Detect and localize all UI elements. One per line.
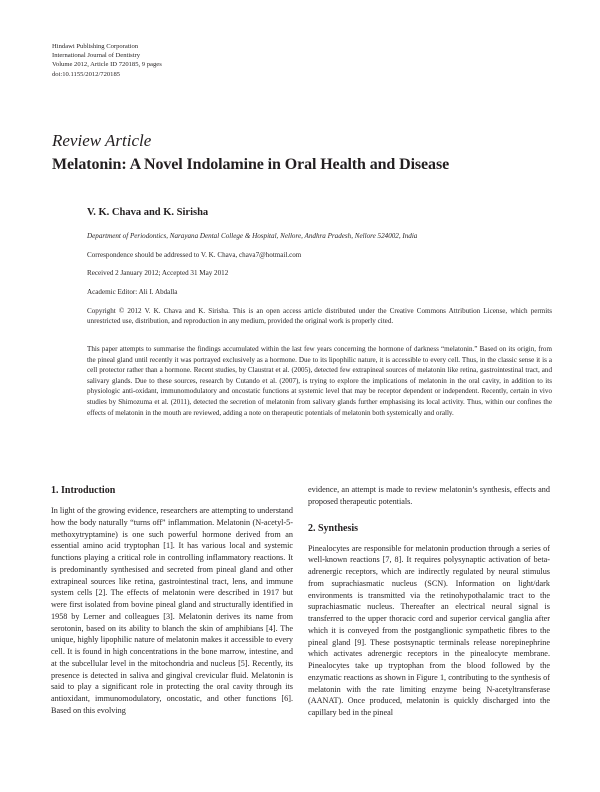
correspondence: Correspondence should be addressed to V. K. Chava, chava7@hotmail.com (87, 251, 302, 259)
section-heading-synthesis: 2. Synthesis (308, 522, 359, 534)
right-column (308, 484, 550, 719)
introduction-continued: evidence, an attempt is made to review melatonin’s synthesis, effects and proposed therapeutic potentials. (308, 485, 550, 506)
doi-text: doi:10.1155/2012/720185 (52, 70, 121, 78)
received-date: Received 2 January 2012; Accepted 31 May 2012 (87, 269, 229, 277)
volume-info: Volume 2012, Article ID 720185, 9 pages (52, 61, 162, 69)
article-type: Review Article (52, 131, 152, 150)
section-heading-introduction: 1. Introduction (51, 485, 116, 496)
academic-editor: Academic Editor: Ali I. Abdalla (87, 288, 178, 296)
abstract: This paper attempts to summarise the findings accumulated within the last few years concerning the hormone of darkness “melatonin.” Based on its origin, from the pineal gland until recently it was portrayed exclusively as a hormone. Due to its lipophilic nature, it is accessible to every cell. Thus, in the classic sense it is a cell protector rather than a hormone. Recent studies, by Claustrat et al. (2005), detected few extrapineal sources of melatonin like retina, gastrointestinal tract, and salivary glands. Due to these sources, research by Cutando et al. (2007), is trying to explore the implications of melatonin in the oral cavity, in addition to its physiologic anti-oxidant, immunomodulatory and oncostatic functions at systemic level that may be receptor dependent or independent. Recently, certain in vivo studies by Shimozuma et al. (2011), detected the secretion of melatonin from salivary glands further emphasising its local activity. Thus, within our confines the effects of melatonin in the mouth are reviewed, adding a note on therapeutic potentials of melatonin both systemically and orally. (87, 345, 552, 417)
journal-name: International Journal of Dentistry (52, 52, 141, 60)
publisher-name: Hindawi Publishing Corporation (52, 43, 139, 50)
journal-header (52, 42, 162, 79)
introduction-paragraph: In light of the growing evidence, researchers are attempting to understand how the body naturally “turns off” inflammation. Melatonin (N-acetyl-5-methoxytryptamine) is one such powerful hormone derived from an essential amino acid tryptophan [1]. It has various local and systemic functions playing a critical role in controlling inflammatory reactions. It is predominantly synthesised and secreted from pineal gland and other extrapineal sources like retina, gastrointestinal tract, lens, and immune system cells [2]. The effects of melatonin were described in 1917 but were first isolated from bovine pineal gland and structurally identified in 1958 by Lerner and colleagues [3]. Melatonin derives its name from serotonin, based on its ability to blanch the skin of amphibians [4]. The unique, highly lipophilic nature of melatonin makes it accessible to every cell. It is found in high concentrations in the bone marrow, intestine, and at the subcellular level in the mitochondria and nucleus [5]. Recently, its presence is detected in saliva and gingival crevicular fluid. Melatonin is said to play a significant role in protecting the oral cavity through its antioxidant, immunomodulatory, oncostatic, and other functions [6]. Based on this evolving (51, 506, 293, 715)
copyright-notice: Copyright © 2012 V. K. Chava and K. Sirisha. This is an open access article distributed under the Creative Commons Attribution License, which permits unrestricted use, distribution, and reproduction in any medium, provided the original work is properly cited. (87, 307, 552, 326)
synthesis-paragraph: Pinealocytes are responsible for melatonin production through a series of well-known reactions [7, 8]. It requires polysynaptic activation of beta-adrenergic receptors, which are indirectly regulated by neural stimulus from suprachiasmatic nucleus (SCN). Information on light/dark environments is transmitted via the retinohypothalamic tract to the suprachiasmatic nucleus. Thereafter an electrical neural signal is transferred to the upper thoracic cord and superior cervical ganglia after which it is conveyed from the postganglionic sympathetic fibres to the pineal gland [9]. These postsynaptic terminals release norepinephrine which activates adrenergic receptors in the pinealocyte membrane. Pinealocytes take up tryptophan from the blood followed by the enzymatic reactions as shown in Figure 1, contributing to the synthesis of melatonin with the rate limiting enzyme being N-acetyltransferase (AANAT). Once produced, melatonin is quickly discharged into the capillary bed in the pineal (308, 543, 550, 717)
article-title: Melatonin: A Novel Indolamine in Oral Health and Disease (52, 156, 450, 173)
author-list: V. K. Chava and K. Sirisha (87, 207, 209, 218)
left-column (51, 484, 293, 717)
affiliation: Department of Periodontics, Narayana Dental College & Hospital, Nellore, Andhra Pradesh, Nellore 524002, India (87, 232, 418, 240)
